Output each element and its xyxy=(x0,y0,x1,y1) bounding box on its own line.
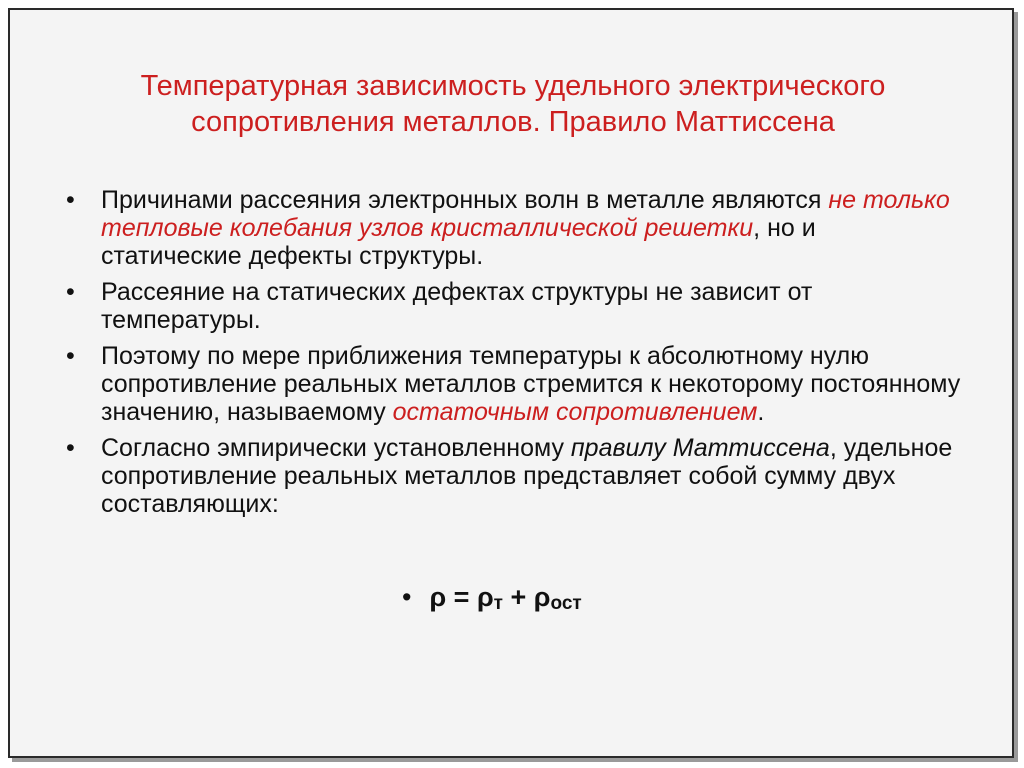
bullet-marker: • xyxy=(66,342,75,370)
bullet-item-4 xyxy=(62,434,962,518)
formula-sub-thermal: т xyxy=(493,593,503,614)
formula-equals: = xyxy=(446,582,477,612)
bullet-4-text: Согласно эмпирически установленному xyxy=(101,434,571,462)
bullet-item-2 xyxy=(62,278,962,334)
formula-term-thermal: ρ xyxy=(476,582,494,612)
bullet-item-3 xyxy=(62,342,962,426)
bullet-4-tail: , удельное сопротивление реальных металлов представляет собой сумму двух составляющих: xyxy=(101,434,953,518)
bullet-marker: • xyxy=(66,278,75,306)
bullet-3-tail: . xyxy=(757,398,765,426)
formula-bullet: • xyxy=(402,582,412,612)
bullet-1-text: Причинами рассеяния электронных волн в металле являются xyxy=(101,186,829,214)
bullet-1-tail: , но и статические дефекты структуры. xyxy=(101,214,816,270)
matthiessen-formula xyxy=(402,582,582,615)
title-line-1: Температурная зависимость удельного электрического xyxy=(140,70,886,102)
bullet-2-text: Рассеяние на статических дефектах структуры не зависит от температуры. xyxy=(101,278,813,334)
bullet-marker: • xyxy=(66,186,75,214)
formula-lhs: ρ xyxy=(429,582,447,612)
bullet-3-text: Поэтому по мере приближения температуры к абсолютному нулю сопротивление реальных металлов стремится к некоторому постоянному значению, называемому xyxy=(101,342,961,426)
slide xyxy=(8,8,1014,758)
bullet-4-italic: правилу Маттиссена xyxy=(570,434,830,462)
bullet-3-highlight: остаточным сопротивлением xyxy=(392,398,758,426)
formula-plus: + xyxy=(502,582,534,612)
slide-title xyxy=(50,68,976,140)
bullet-1-highlight: не только тепловые колебания узлов кристаллической решетки xyxy=(101,186,950,242)
bullet-marker: • xyxy=(66,434,75,462)
bullet-item-1 xyxy=(62,186,962,270)
formula-term-residual: ρ xyxy=(533,582,551,612)
bullet-list xyxy=(62,186,962,526)
formula-sub-residual: ост xyxy=(550,593,582,614)
title-line-2: сопротивления металлов. Правило Маттиссена xyxy=(191,106,835,138)
